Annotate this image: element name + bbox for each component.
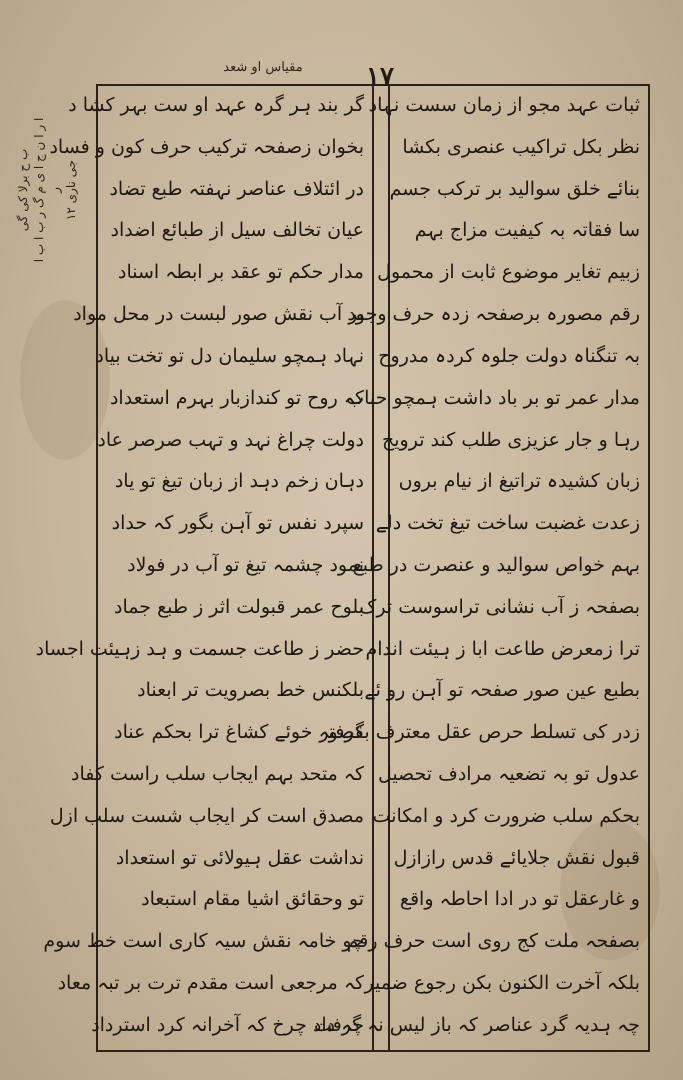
text-line: حضر ز طاعت جسمت و ہد زہیئت اجساد: [35, 637, 364, 660]
text-line: کہ متحد بہم ایجاب سلب راست کفاد: [71, 763, 364, 785]
text-line: نمود چشمہ تیغ تو آب در فولاد: [127, 553, 364, 576]
frame-left-rule: [96, 84, 98, 1052]
text-line: مدار عمر تو بر باد داشت ہمچو حباب: [346, 386, 640, 409]
text-line: عدول تو بہ تضعیہ مرادف تحصیل: [377, 763, 640, 785]
text-line: نظر بکل تراکیب عنصری بکشا: [402, 135, 640, 158]
text-line: بحکم سلب ضرورت کرد و امکانت: [372, 804, 640, 827]
text-line: مدار حکم تو عقد بر ابطہ اسناد: [118, 261, 364, 284]
text-line: زدر کی تسلط حرص عقل معترف بقصور: [319, 721, 640, 744]
text-line: بنائے خلق سوالید بر ترکب جسم: [389, 177, 640, 200]
text-line: و غارعقل تو در ادا احاطہ واقع: [399, 888, 640, 911]
margin-note-line: جی ناری ۱۲: [64, 159, 78, 221]
text-line: گرفتہ خوئے کشاغ ترا بحکم عناد: [114, 721, 364, 744]
text-line: مصدق است کر ایجاب شست سلب ازل: [49, 804, 364, 827]
text-line: تو وحقائق اشیا مقام استبعاد: [141, 888, 364, 911]
text-line: دولت چراغ نہد و تہب صرصر عاد: [97, 428, 364, 451]
text-line: سا فقاتہ بہ کیفیت مزاج بہم: [414, 219, 640, 242]
text-line: زعدت غضبت ساخت تیغ تخت دلے: [375, 512, 640, 535]
text-line: بر آب نقش صور لبست در محل مواد: [73, 303, 364, 326]
margin-note-line: ب ح برلا کی گی: [16, 148, 30, 232]
text-line: بلکنس خط بصرویت تر ابعناد: [137, 679, 364, 702]
text-line: بطبع عین صور صفحہ تو آہن رو ئے: [364, 679, 640, 702]
text-line: کہ مرجعی است مقدم ترت بر تبہ معاد: [57, 972, 364, 995]
text-line: بصفحہ ملت کج روی است حرف رقم: [346, 930, 640, 953]
text-line: بلکہ آخرت الکنون بکن رجوع ضمیر: [364, 972, 640, 995]
text-line: قبول نقش جلایائے قدس رازازل: [393, 846, 640, 869]
text-line: در ائتلاف عناصر نہفتہ طبع تضاد: [109, 177, 364, 200]
text-line: چہ ہدیہ گرد عناصر کہ باز لیس نہ گرفت: [313, 1013, 640, 1036]
text-line: ثبات عہد مجو از زمان سست نہاد: [368, 94, 640, 116]
text-line: بہ تنگناہ دولت جلوہ کردہ مدروح: [378, 344, 640, 367]
right-text-column: [313, 90, 640, 1040]
margin-note-line: ا ر ا ن ج ا ی م گ ر ب ا ب ا ر: [32, 117, 62, 263]
text-line: سپرد نفس تو آہن بگور کہ حداد: [111, 512, 364, 535]
text-line: چہ داد چرخ کہ آخرانہ کرد استرداد: [91, 1013, 364, 1036]
text-line: زبیم تغایر موضوع ثابت از محمول: [377, 261, 640, 284]
text-line: گر بند ہر گرہ عہد او ست بہر کشا د: [68, 94, 364, 116]
text-line: عیان تخالف سیل از طبائع اضداد: [110, 219, 364, 242]
text-line: دہان زخم دہد از زبان تیغ تو یاد: [114, 470, 364, 493]
text-line: بصفحہ ز آب نشانی تراسوست ترک: [359, 595, 640, 618]
text-line: رقم مصورہ برصفحہ زدہ حرف وجود: [347, 303, 640, 326]
text-line: بہم خواص سوالید و عنصرت در طبع: [352, 553, 640, 576]
text-line: چو خامہ نقش سیہ کاری است خط سوم: [43, 930, 364, 953]
text-line: ترا زمعرض طاعت ابا ز ہیئت اندام: [365, 637, 640, 660]
text-line: نہاد ہمچو سلیمان دل تو تخت بیاد: [95, 344, 364, 367]
text-line: نداشت عقل ہیولائی تو استعداد: [115, 846, 364, 869]
text-line: بلوح عمر قبولت اثر ز طبع جماد: [114, 595, 364, 618]
text-line: بخوان زصفحہ ترکیب حرف کون و فساد: [49, 135, 364, 158]
text-line: رہا و جار عزیزی طلب کند ترویج: [381, 428, 640, 451]
page-number: ١٧: [366, 62, 394, 92]
text-line: کہ روح تو کندازبار بہرم استعداد: [109, 386, 364, 409]
text-line: زبان کشیدہ تراتیغ از نیام بروں: [398, 470, 640, 493]
frame-right-rule: [648, 84, 650, 1052]
header-note: مقیاس او شعد: [223, 60, 303, 75]
